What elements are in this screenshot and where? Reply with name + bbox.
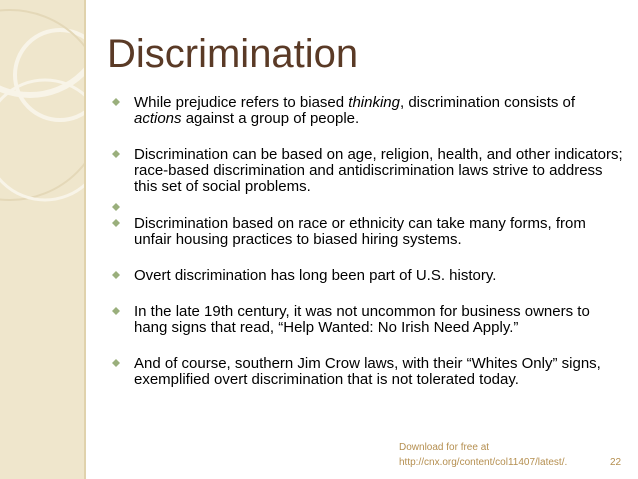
diamond-bullet-icon bbox=[112, 98, 120, 106]
diamond-bullet-icon bbox=[112, 271, 120, 279]
footer-line-2[interactable]: http://cnx.org/content/col11407/latest/. bbox=[399, 457, 568, 468]
diamond-bullet-icon bbox=[112, 359, 120, 367]
slide-title: Discrimination bbox=[107, 32, 359, 76]
bullet-item bbox=[112, 304, 624, 336]
bullet-text: While prejudice refers to biased thinking, discrimination consists of actions against a group of people. bbox=[134, 94, 576, 127]
diamond-bullet-icon bbox=[112, 150, 120, 158]
page-number: 22 bbox=[610, 457, 622, 468]
decorative-sidebar bbox=[0, 0, 86, 479]
footer-source bbox=[399, 440, 567, 470]
bullet-item bbox=[112, 95, 624, 127]
bullet-text: Overt discrimination has long been part of U.S. history. bbox=[134, 267, 497, 284]
bullet-text: Discrimination based on race or ethnicity can take many forms, from unfair housing practices to biased hiring systems. bbox=[134, 215, 586, 248]
bullet-list bbox=[112, 95, 624, 388]
bullet-text: Discrimination can be based on age, religion, health, and other indicators; race-based discrimination and antidiscrimination laws strive to address this set of social problems. bbox=[134, 146, 623, 195]
bullet-item bbox=[112, 356, 624, 388]
bullet-item bbox=[112, 147, 624, 195]
empty-bullet-item bbox=[112, 200, 624, 216]
diamond-bullet-icon bbox=[112, 203, 120, 211]
bullet-text: In the late 19th century, it was not uncommon for business owners to hang signs that read, “Help Wanted: No Irish Need Apply.” bbox=[134, 303, 590, 336]
bullet-text: And of course, southern Jim Crow laws, with their “Whites Only” signs, exemplified overt discrimination that is not tolerated today. bbox=[134, 355, 601, 388]
decorative-circles-graphic bbox=[0, 0, 86, 479]
diamond-bullet-icon bbox=[112, 219, 120, 227]
bullet-item bbox=[112, 216, 624, 248]
bullet-item bbox=[112, 268, 624, 284]
diamond-bullet-icon bbox=[112, 307, 120, 315]
footer-line-1: Download for free at bbox=[399, 442, 490, 453]
